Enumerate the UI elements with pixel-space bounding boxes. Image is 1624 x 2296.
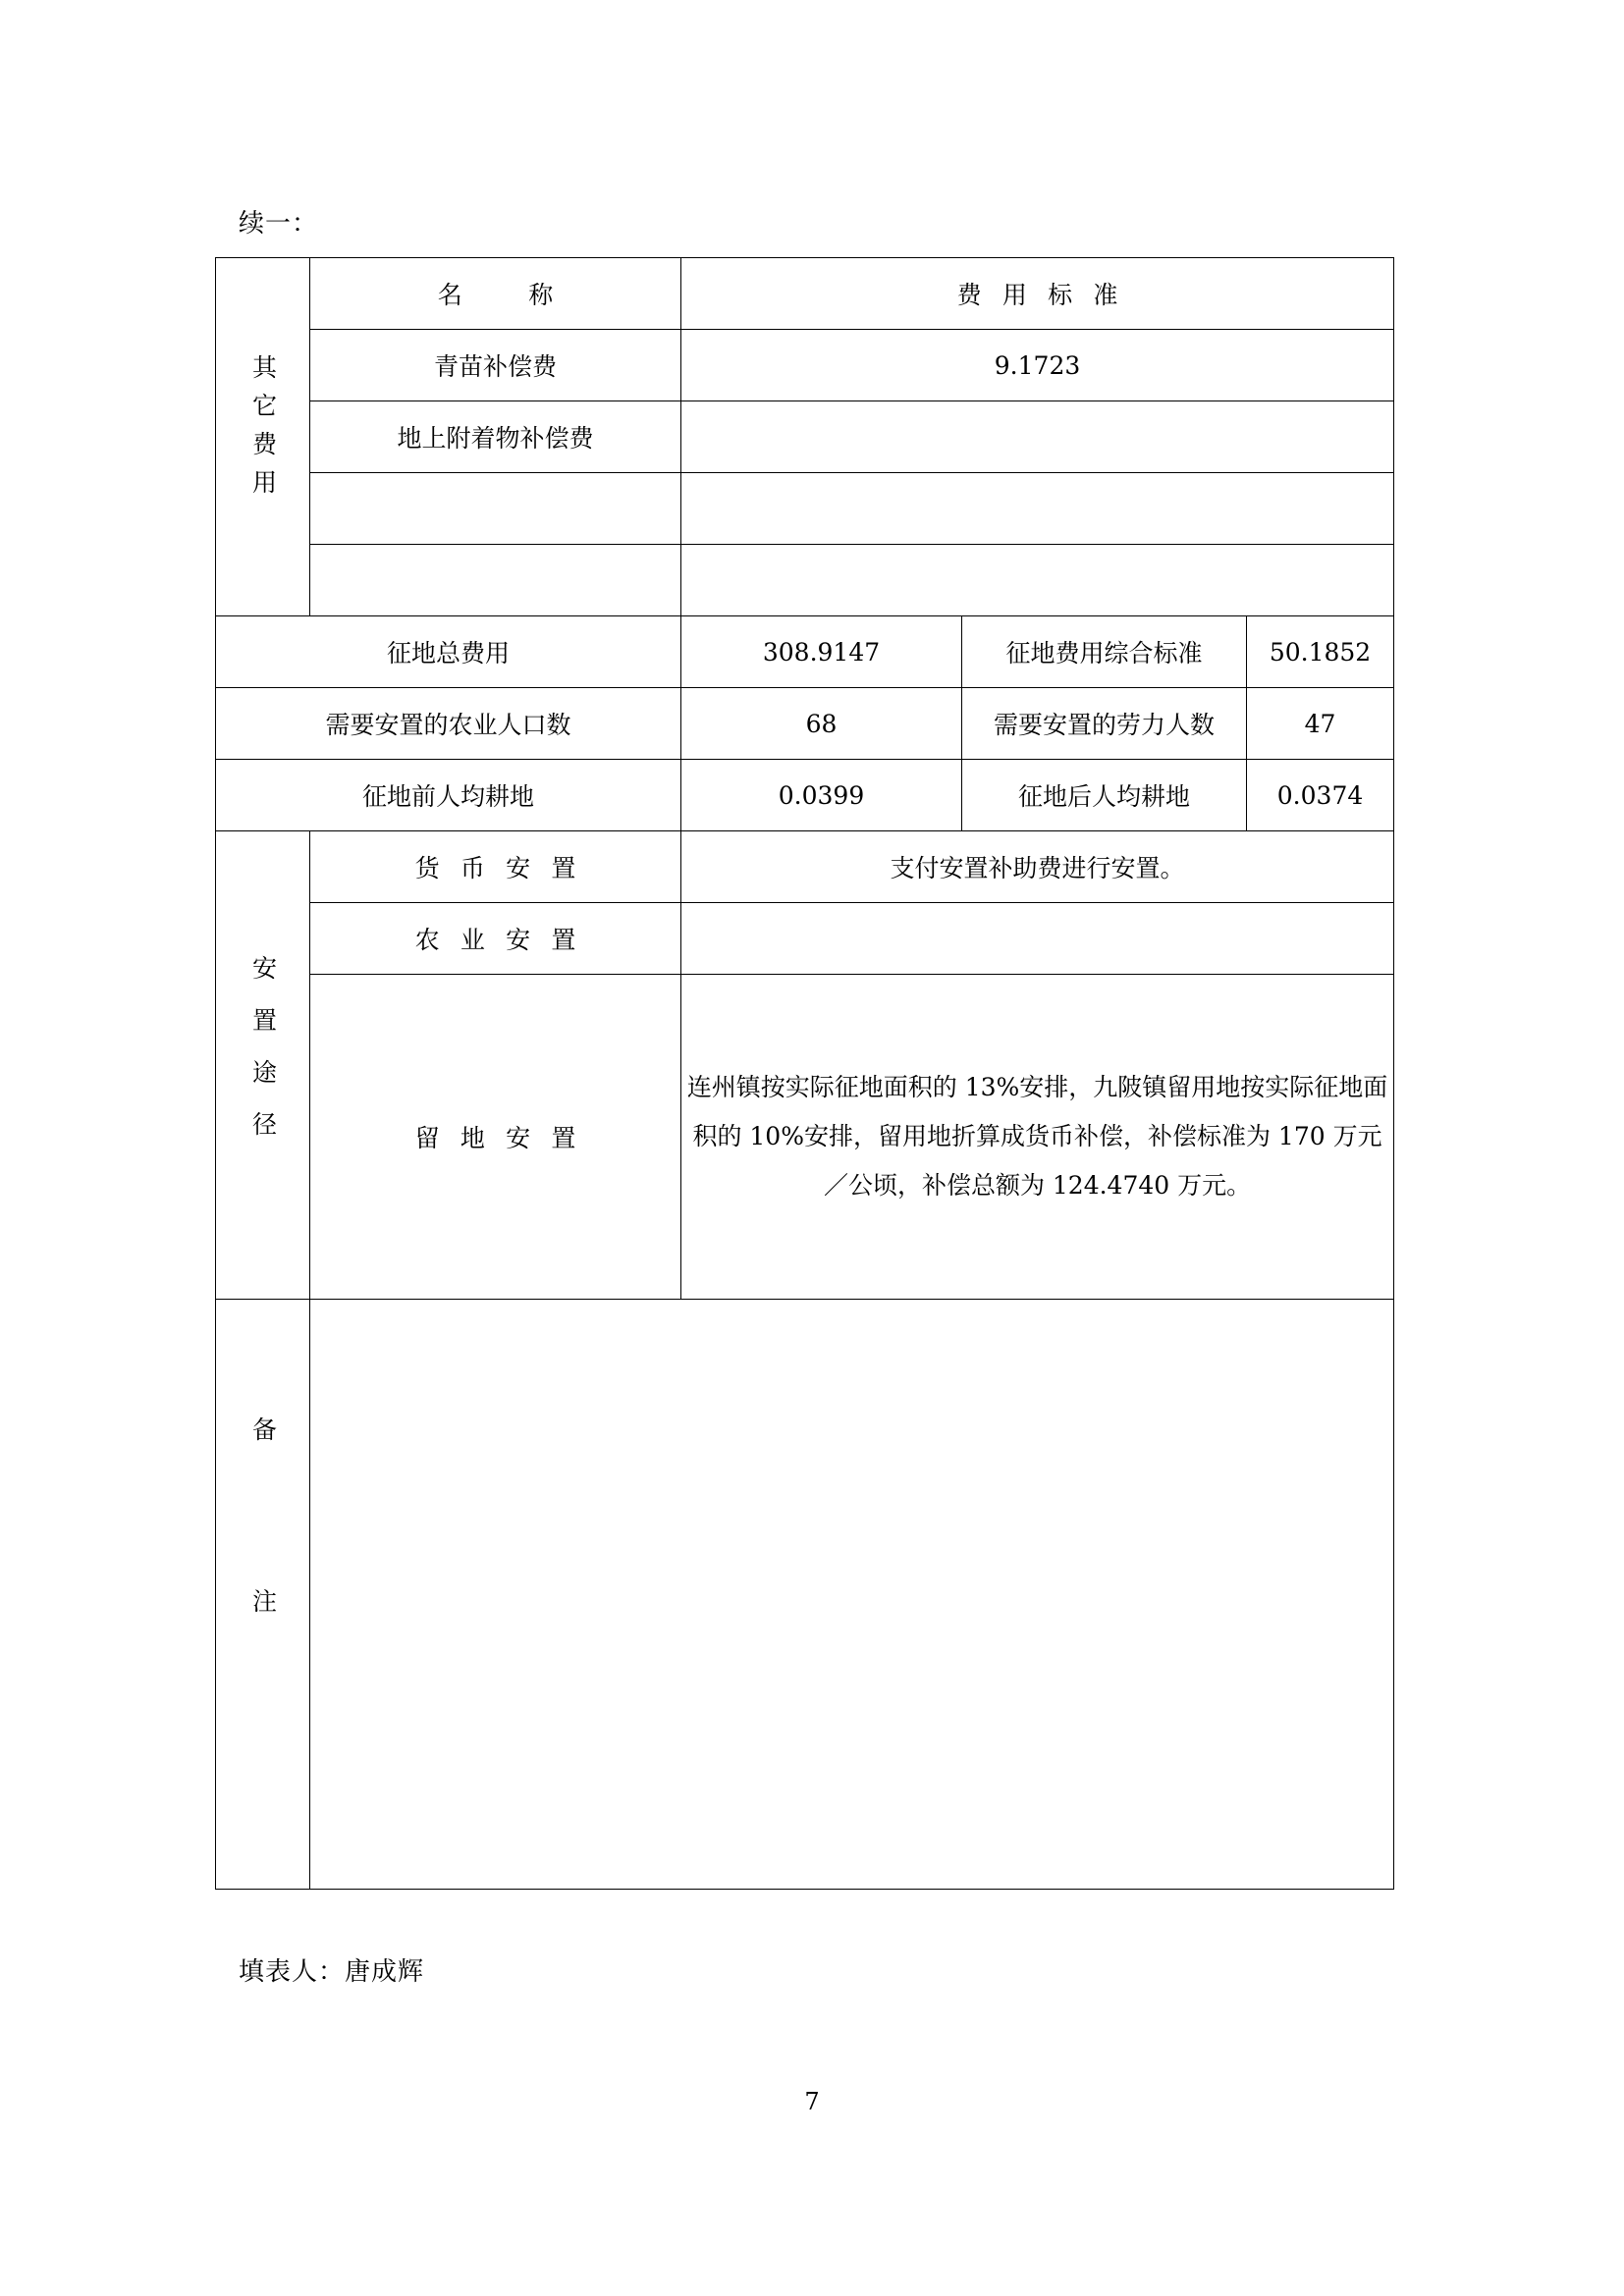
continued-label: 续一： bbox=[239, 209, 319, 239]
placement-content-0: 支付安置补助费进行安置。 bbox=[681, 831, 1394, 903]
placement-row-label bbox=[216, 831, 310, 1300]
other-fees-item-name-0: 青苗补偿费 bbox=[310, 330, 681, 401]
summary-right-value-1: 47 bbox=[1247, 688, 1394, 760]
remarks-label bbox=[216, 1300, 310, 1890]
table-row bbox=[216, 258, 1394, 330]
placement-label-1 bbox=[310, 903, 681, 975]
page-number: 7 bbox=[804, 2088, 820, 2115]
summary-right-value-0: 50.1852 bbox=[1247, 616, 1394, 688]
remarks-label-text: 备注 bbox=[248, 1415, 278, 1760]
other-fees-header-standard-text: 费用标准 bbox=[956, 281, 1139, 309]
placement-label-0-text: 货币安置 bbox=[414, 854, 597, 882]
placement-label-2 bbox=[310, 975, 681, 1300]
other-fees-row-label bbox=[216, 258, 310, 616]
placement-label-0 bbox=[310, 831, 681, 903]
other-fees-header-name bbox=[310, 258, 681, 330]
land-acquisition-table bbox=[215, 257, 1394, 1890]
other-fees-item-name-2 bbox=[310, 473, 681, 545]
summary-left-label-1: 需要安置的农业人口数 bbox=[216, 688, 681, 760]
table-row bbox=[216, 545, 1394, 616]
other-fees-item-standard-2 bbox=[681, 473, 1394, 545]
other-fees-item-name-1: 地上附着物补偿费 bbox=[310, 401, 681, 473]
other-fees-item-name-3 bbox=[310, 545, 681, 616]
summary-right-label-0: 征地费用综合标准 bbox=[962, 616, 1247, 688]
table-row bbox=[216, 831, 1394, 903]
table-row bbox=[216, 616, 1394, 688]
placement-row-label-text: 安置途径 bbox=[248, 954, 278, 1163]
summary-right-value-2: 0.0374 bbox=[1247, 760, 1394, 831]
table-row bbox=[216, 1300, 1394, 1890]
placement-content-1 bbox=[681, 903, 1394, 975]
table-row bbox=[216, 688, 1394, 760]
other-fees-row-label-text: 其它费用 bbox=[248, 353, 278, 507]
summary-right-label-1: 需要安置的劳力人数 bbox=[962, 688, 1247, 760]
summary-left-value-1: 68 bbox=[681, 688, 962, 760]
other-fees-header-standard bbox=[681, 258, 1394, 330]
table-row bbox=[216, 903, 1394, 975]
summary-left-label-0: 征地总费用 bbox=[216, 616, 681, 688]
table-row bbox=[216, 760, 1394, 831]
placement-label-2-text: 留地安置 bbox=[414, 1124, 597, 1152]
placement-content-2: 连州镇按实际征地面积的 13%安排，九陂镇留用地按实际征地面积的 10%安排，留用地折算成货币补偿，补偿标准为 170 万元／公顷，补偿总额为 124.4740 万元。 bbox=[681, 975, 1394, 1300]
table-row bbox=[216, 401, 1394, 473]
summary-right-label-2: 征地后人均耕地 bbox=[962, 760, 1247, 831]
other-fees-header-name-text: 名 称 bbox=[437, 281, 574, 309]
other-fees-item-standard-3 bbox=[681, 545, 1394, 616]
table-row bbox=[216, 975, 1394, 1300]
other-fees-item-standard-1 bbox=[681, 401, 1394, 473]
summary-left-label-2: 征地前人均耕地 bbox=[216, 760, 681, 831]
remarks-content bbox=[310, 1300, 1394, 1890]
placement-label-1-text: 农业安置 bbox=[414, 926, 597, 954]
other-fees-item-standard-0: 9.1723 bbox=[681, 330, 1394, 401]
summary-left-value-0: 308.9147 bbox=[681, 616, 962, 688]
table-row bbox=[216, 330, 1394, 401]
form-filler-label: 填表人：唐成辉 bbox=[239, 1957, 425, 1987]
summary-left-value-2: 0.0399 bbox=[681, 760, 962, 831]
table-row bbox=[216, 473, 1394, 545]
